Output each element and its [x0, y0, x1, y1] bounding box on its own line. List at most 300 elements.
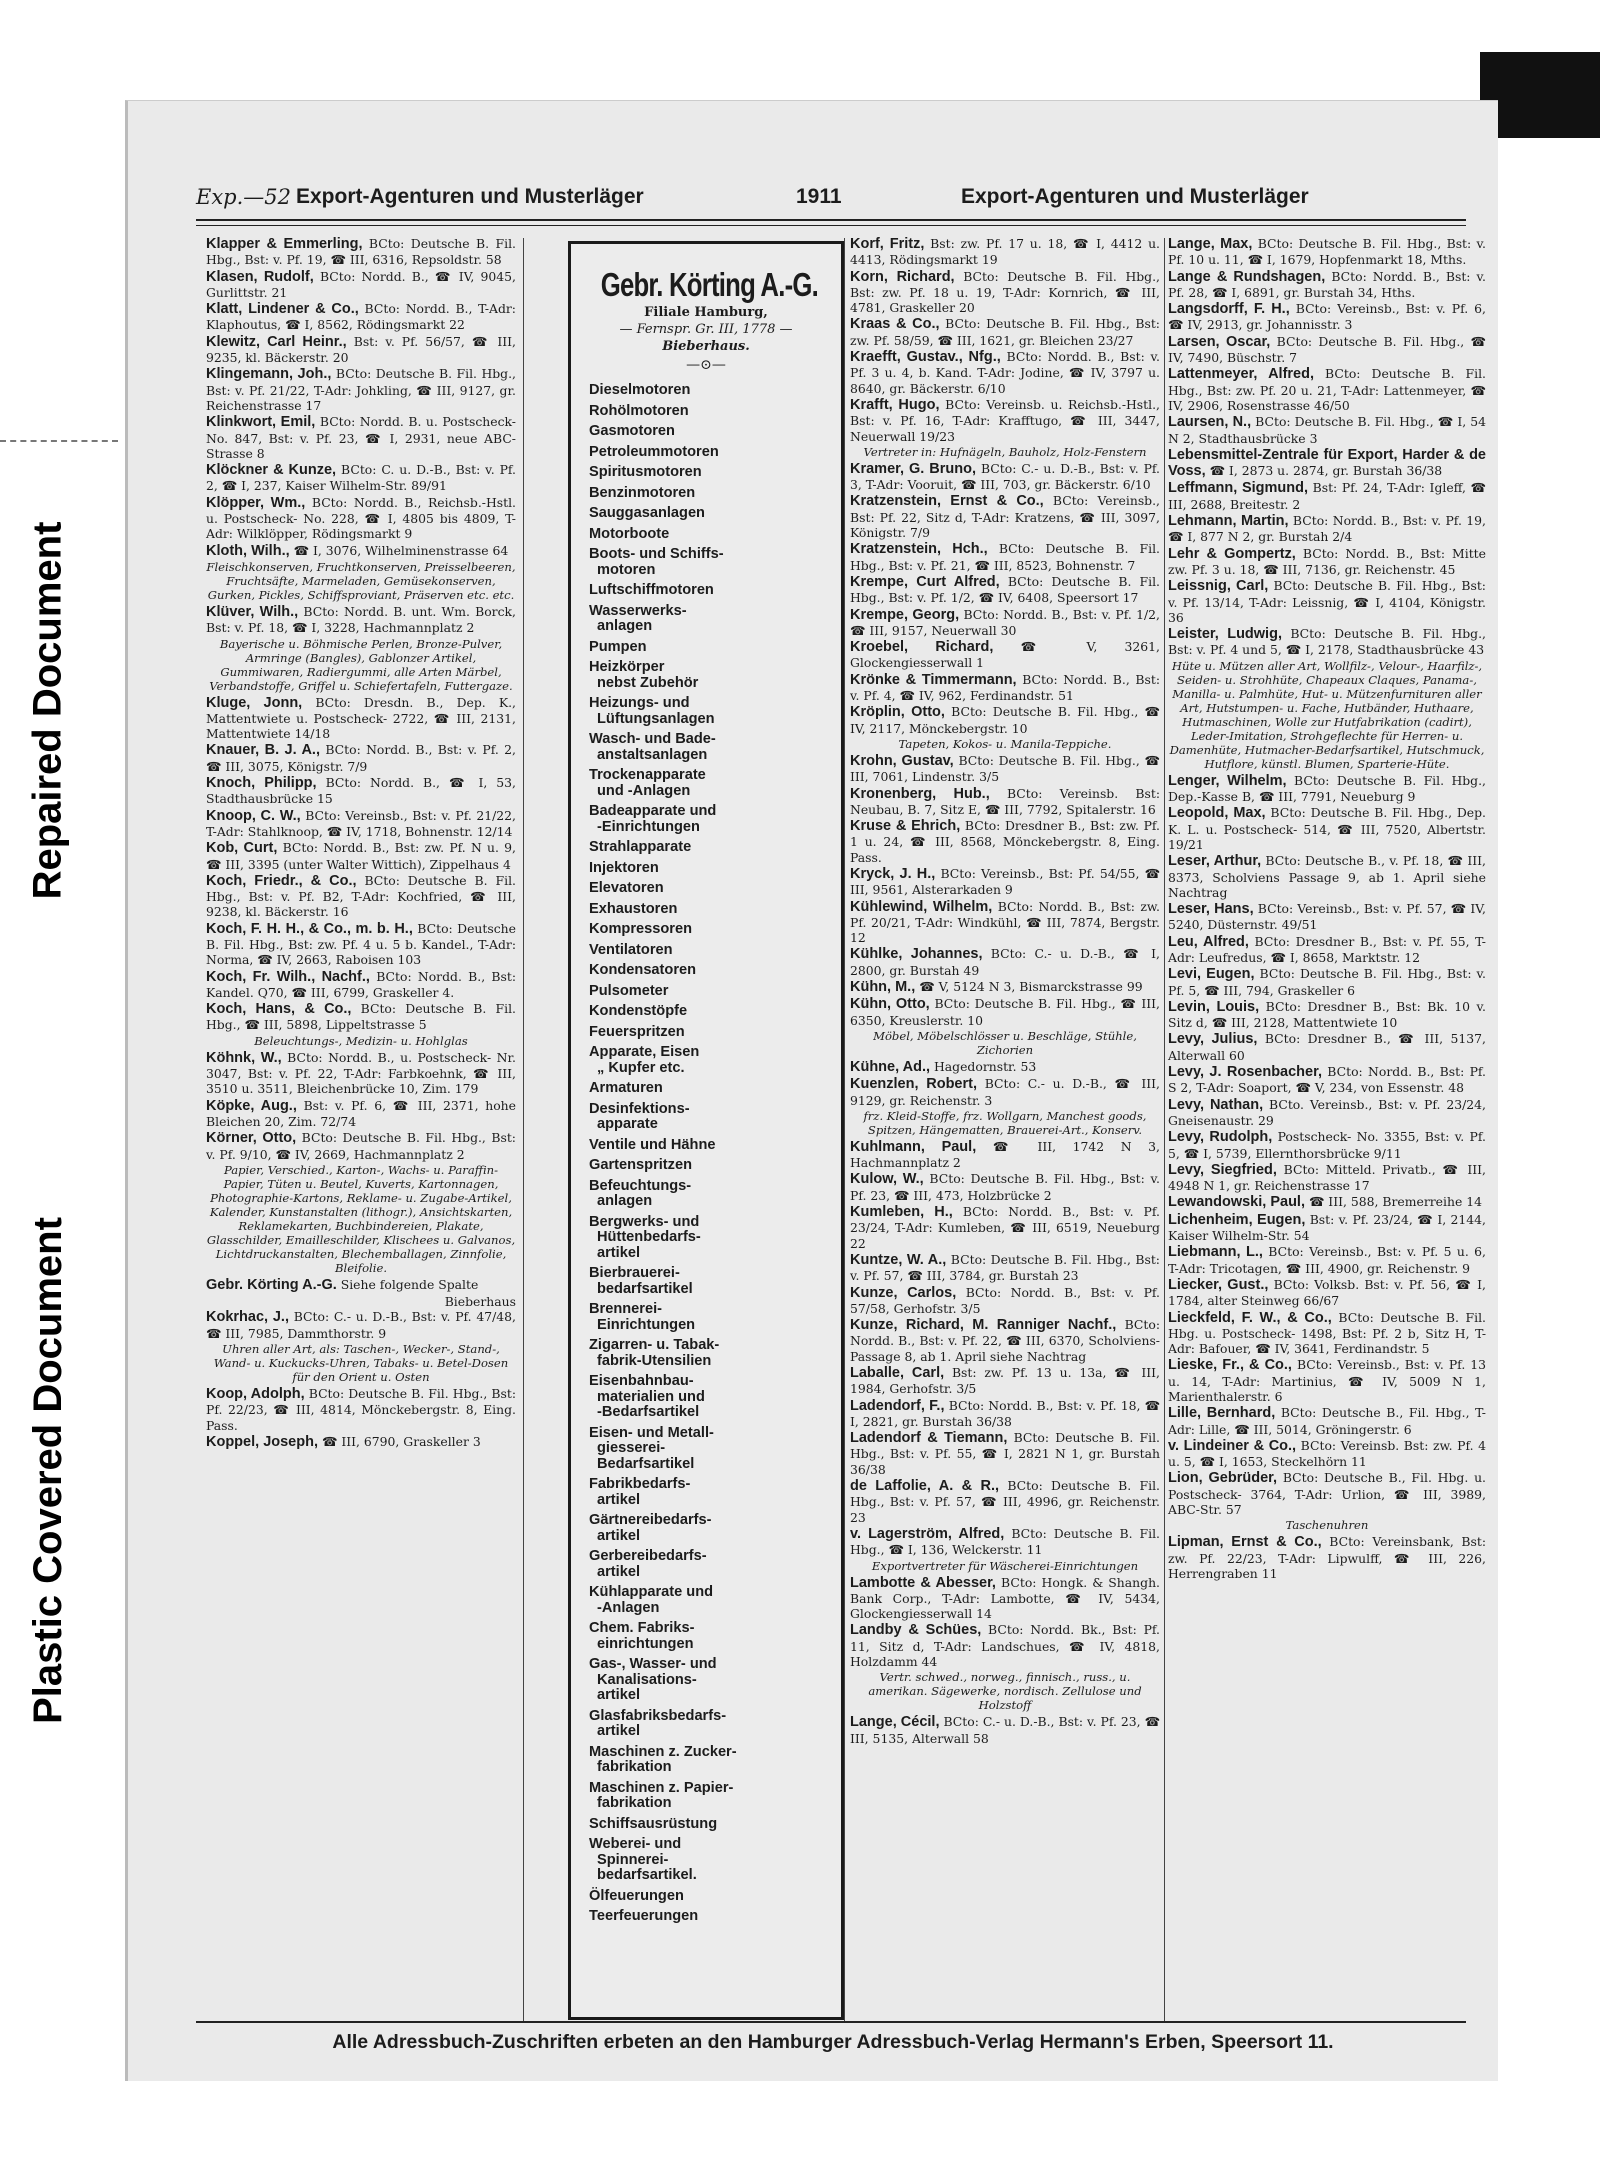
directory-entry — [1168, 1194, 1486, 1210]
ad-product-line: artikel — [597, 1527, 640, 1544]
entry-details: Bst: v. Pf. 6, ☎ III, 2371, hohe Bleichen 20, Zim. 72/74 — [206, 1097, 516, 1129]
ad-product-line: Glasfabriksbedarfs- — [589, 1707, 727, 1724]
ad-product-line: artikel — [597, 1687, 640, 1703]
directory-entry — [1168, 447, 1486, 480]
ad-product-line: artikel — [597, 1491, 640, 1508]
entry-details: BCto: Nordd. B., Bst: zw. Pf. 20/21, T-Adr: Windkühl, ☎ III, 7874, Bergstr. 12 — [850, 898, 1160, 946]
entry-name: Koch, Friedr., & Co., — [206, 872, 357, 889]
entry-name: Kühne, Ad., — [850, 1058, 931, 1075]
entry-details: BCto: C.- u. D.-B., Bst: v. Pf. 23, ☎ III, 5135, Alterwall 58 — [850, 1714, 1160, 1746]
directory-entry — [1168, 1310, 1486, 1357]
directory-entry — [206, 1277, 516, 1293]
entry-details: BCto: Nordd. B., u. Postscheck- Nr. 3047, Bst: v. Pf. 22, T-Adr: Farbkoehnk, ☎ III, 3510 u. 3511, Bleichenbrücke 10, Zim. 179 — [206, 1049, 516, 1097]
entry-details: BCto: Deutsche B. Fil. Hbg., Bst: v. Pf. 21, ☎ III, 8523, Bohnenstr. 7 — [850, 541, 1160, 573]
directory-entry — [850, 1430, 1160, 1477]
entry-name: Ladendorf & Tiemann, — [850, 1430, 1008, 1447]
ad-product-line: Elevatoren — [589, 880, 664, 896]
entry-details: BCto: Vereinsb., Bst: v. Pf. 5 u. 6, T-Adr: Tricotagen, ☎ III, 4900, gr. Reichenstr. 9 — [1168, 1244, 1486, 1276]
entry-name: Lille, Bernhard, — [1168, 1405, 1276, 1422]
directory-entry — [1168, 1470, 1486, 1517]
entry-name: Kratzenstein, Ernst & Co., — [850, 493, 1044, 510]
page-ref: Exp.—52 — [196, 185, 292, 209]
directory-entry — [850, 1526, 1160, 1558]
directory-entry — [206, 334, 516, 366]
directory-entry — [1168, 480, 1486, 512]
directory-entry — [1168, 999, 1486, 1031]
ad-product — [571, 1302, 841, 1333]
ad-product-line: Gärtnereibedarfs- — [589, 1512, 712, 1528]
entry-details: ☎ III, 1742 N 3, Hachmannplatz 2 — [850, 1138, 1160, 1171]
directory-entry — [206, 1050, 516, 1097]
ad-product-line: Kondenstöpfe — [589, 1003, 688, 1019]
entry-name: Kroebel, Richard, — [850, 639, 994, 656]
side-label-repaired: Repaired Document — [25, 521, 70, 899]
directory-entry — [1168, 1031, 1486, 1063]
entry-name: Kumleben, H., — [850, 1204, 953, 1221]
ad-product — [571, 486, 841, 502]
ad-firm-name: Gebr. Körting A.-G. — [600, 266, 819, 303]
ad-product-line: Ventilatoren — [589, 941, 673, 958]
entry-details: BCto: Nordd. B., ☎ I, 53, Stadthausbrücke 15 — [206, 775, 516, 807]
entry-details: BCto: Deutsche B. Fil. Hbg., Bst: zw. Pf. 4 u. 5 b. Kandel., T-Adr: Norma, ☎ IV, 2663, Raboisen 103 — [206, 920, 516, 968]
entry-name: Knoch, Philipp, — [206, 775, 317, 792]
entry-name: Lieske, Fr., & Co., — [1168, 1357, 1292, 1374]
ad-product — [571, 640, 841, 656]
ad-product — [571, 1909, 841, 1925]
ad-product-line: Maschinen z. Papier- — [589, 1779, 734, 1796]
entry-products: Beleuchtungs-, Medizin- u. Hohlglas — [254, 1033, 468, 1048]
ad-product-line: Rohölmotoren — [589, 402, 689, 419]
directory-entry — [206, 742, 516, 774]
entry-name: Koch, Hans, & Co., — [206, 1001, 352, 1018]
ad-product — [571, 1266, 841, 1297]
entry-details: BCto: Nordd. B., Bst: Pf. S 2, T-Adr: Soaport, ☎ V, 234, von Essenstr. 48 — [1168, 1064, 1486, 1096]
ad-product-line: motoren — [597, 561, 656, 578]
directory-entry — [1168, 366, 1486, 413]
entry-details: BCto: Nordd. B., Bst: Kandel. Q70, ☎ III, 6799, Graskeller 4. — [206, 968, 517, 1000]
directory-entry — [850, 1575, 1160, 1622]
directory-entry — [850, 753, 1160, 785]
ad-product-line: Feuerspritzen — [589, 1023, 685, 1040]
entry-name: Levi, Eugen, — [1168, 966, 1255, 983]
entry-details: BCto: Deutsche B. Fil. Hbg., Bst: v. Pf. 9/10, ☎ IV, 2669, Hachmannplatz 2 — [206, 1130, 516, 1162]
ad-product — [571, 963, 841, 979]
ad-product-line: -Anlagen — [597, 1599, 660, 1616]
header-year: 1911 — [796, 185, 842, 208]
entry-details: BCto: Vereinsb. u. Reichsb.-Hstl., Bst: v. Pf. 16, T-Adr: Krafftugo, ☎ III, 3447, Neuerwall 19/23 — [850, 396, 1160, 444]
ad-product — [571, 840, 841, 856]
directory-entry — [1168, 1244, 1486, 1276]
entry-details: BCto: Deutsche B., Fil. Hbg. u. Postscheck- 3764, T-Adr: Urlion, ☎ III, 3989, ABC-Str. 57 — [1168, 1470, 1486, 1518]
entry-name: Kruse & Ehrich, — [850, 818, 961, 835]
entry-name: Lebensmittel-Zentrale für Export, Harder & de Voss, — [1168, 446, 1486, 480]
entry-details: ☎ I, 3076, Wilhelminenstrasse 64 — [293, 542, 509, 558]
entry-name: Klatt, Lindener & Co., — [206, 301, 359, 318]
entry-name: Lattenmeyer, Alfred, — [1168, 366, 1314, 383]
page-footer: Alle Adressbuch-Zuschriften erbeten an den Hamburger Adressbuch-Verlag Hermann's Erben, Speersort 11. — [332, 2031, 1334, 2053]
entry-details: BCto: Nordd. B., Bst: v. Pf. 23/24, T-Adr: Kumleben, ☎ III, 6519, Neueburg 22 — [850, 1204, 1160, 1251]
ad-product-line: Heizungs- und — [589, 695, 690, 711]
directory-entry — [1168, 1534, 1486, 1581]
ad-product — [571, 1426, 841, 1473]
directory-entry — [206, 969, 516, 1001]
ad-product-line: Ventile und Hähne — [589, 1136, 716, 1153]
ad-product — [571, 465, 841, 481]
entry-details: Postscheck- No. 3355, Bst: v. Pf. 5, ☎ I, 5739, Ellernthorsbrücke 9/11 — [1168, 1129, 1486, 1161]
directory-entry — [850, 607, 1160, 639]
ad-product — [571, 604, 841, 635]
entry-details: BCto: C.- u. D.-B., Bst: v. Pf. 3, T-Adr: Vooruit, ☎ III, 703, gr. Bäckerstr. 6/10 — [850, 460, 1160, 493]
entry-name: Kröplin, Otto, — [850, 704, 945, 721]
ad-product-line: bedarfsartikel. — [597, 1867, 697, 1883]
side-label-plastic: Plastic Covered Document — [25, 1216, 70, 1724]
entry-name: Lehmann, Martin, — [1168, 513, 1289, 530]
scan-border-block — [1480, 52, 1600, 138]
directory-entry — [850, 316, 1160, 348]
entry-name: Klapper & Emmerling, — [206, 236, 363, 252]
entry-details: BCto: C.- u. D.-B., ☎ III, 9129, gr. Reichenstr. 3 — [850, 1076, 1160, 1108]
entry-details: BCto: Deutsche B. Fil. Hbg., Bst: v. Pf. 1/2, ☎ IV, 6408, Speersort 17 — [850, 573, 1160, 606]
directory-entry — [1168, 966, 1486, 998]
entry-name: Leister, Ludwig, — [1168, 626, 1282, 643]
ad-product-line: artikel — [597, 1244, 640, 1261]
scanned-page — [125, 100, 1498, 2081]
entry-name: Kunze, Carlos, — [850, 1284, 957, 1301]
entry-details: BCto: Vereinsb., Bst: Pf. 54/55, ☎ III, 9561, Alsterarkaden 9 — [850, 865, 1161, 898]
entry-details: BCto: Deutsche B. Fil. Hbg., Bst: v. Pf. 55, ☎ I, 2821 N 1, gr. Burstah 36/38 — [850, 1430, 1160, 1477]
directory-entry — [206, 1098, 516, 1130]
ad-product-line: Pulsometer — [589, 982, 669, 999]
ad-product-line: Bierbrauerei- — [589, 1265, 680, 1281]
entry-name: Kraas & Co., — [850, 316, 940, 333]
entry-details: BCto. Vereinsb., Bst: v. Pf. 23/24, Gneisenaustr. 29 — [1168, 1096, 1486, 1128]
ad-branch: Filiale Hamburg, — [644, 305, 768, 320]
directory-entry — [206, 1434, 516, 1450]
ad-product — [571, 547, 841, 578]
entry-details: BCto: Nordd. B., Bst: v. Pf. 19, ☎ I, 877 N 2, gr. Burstah 2/4 — [1168, 513, 1486, 545]
ad-product-line: Maschinen z. Zucker- — [589, 1743, 737, 1760]
entry-details: BCto: Deutsche B. Fil. Hbg., Bst: v. Pf. 4 und 5, ☎ I, 2178, Stadthausbrücke 43 — [1168, 626, 1486, 658]
entry-details: BCto: Deutsche B. Fil. Hbg., Bst: v. Pf. B2, T-Adr: Kochfried, ☎ III, 9238, kl. Bäckerstr. 16 — [206, 872, 516, 920]
ad-product — [571, 1374, 841, 1421]
ad-product — [571, 1138, 841, 1154]
entry-name: v. Lagerström, Alfred, — [850, 1525, 1005, 1542]
ad-product — [571, 1338, 841, 1369]
directory-entry — [850, 574, 1160, 606]
entry-details: BCto: Nordd. B., ☎ IV, 9045, Gurlittstr. 21 — [206, 268, 516, 300]
directory-entry — [1168, 1438, 1486, 1470]
directory-entry — [850, 1365, 1160, 1397]
column-divider — [1164, 238, 1165, 2023]
ad-product — [571, 768, 841, 799]
entry-details: BCto: Deutsche B. Fil. Hbg., Dep.-Kasse B, ☎ III, 7791, Neueburg 9 — [1168, 772, 1486, 805]
ad-product-line: Wasserwerks- — [589, 602, 687, 619]
directory-entry — [206, 921, 516, 968]
entry-details: BCto: Vereinsb., Bst: v. Pf. 6, ☎ IV, 2913, gr. Johannisstr. 3 — [1168, 301, 1486, 333]
ad-product-line: Spiritusmotoren — [589, 464, 702, 480]
ad-product — [571, 445, 841, 461]
entry-name: Levy, Julius, — [1168, 1031, 1258, 1048]
ad-product — [571, 1585, 841, 1616]
entry-details: BCto: Mitteld. Privatb., ☎ III, 4948 N 1, gr. Reichenstrasse 17 — [1168, 1161, 1486, 1194]
ad-product — [571, 1179, 841, 1210]
ad-product — [571, 404, 841, 420]
directory-entry — [850, 397, 1160, 444]
ad-product — [571, 732, 841, 763]
entry-name: Kulow, W., — [850, 1171, 924, 1188]
entry-details: BCto: Nordd. B., Reichsb.-Hstl. u. Postscheck- No. 228, ☎ I, 4805 bis 4809, T-Adr: Wilklöpper, Rödingsmarkt 9 — [206, 494, 516, 542]
ad-product-line: Dieselmotoren — [589, 382, 691, 398]
directory-entry — [1168, 513, 1486, 545]
entry-products: Papier, Verschied., Karton-, Wachs- u. Paraffin-Papier, Tüten u. Beutel, Kuverts, Kartonnagen, Photographie-Kartons, Reklame- u. Zugabe-Artikel, Kalender, Kunstanstalten (lithogr.), Ansichtskarten, Reklamekarten, Buchbindereien, Plakate, Glasschilder, Emailleschilder, Klischees u. Galvanos, Lichtdruckanstalten, Blechemballagen, Zinnfolie, Bleifolie. — [206, 1162, 516, 1275]
directory-entry — [850, 1622, 1160, 1669]
entry-details: BCto: Deutsche B., v. Pf. 18, ☎ III, 8373, Scholviens Passage 9, ab 1. April siehe Nachtrag — [1168, 853, 1486, 900]
ad-product-line: Gerbereibedarfs- — [589, 1548, 707, 1564]
entry-products: Hüte u. Mützen aller Art, Wollfilz-, Velour-, Haarfilz-, Seiden- u. Strohhüte, Chapeaux Claques, Panama-, Manilla- u. Palmhüte, Hut- u. Mützenfurnituren aller Art, Hutstumpen- u. Fache, Hutbänder, Huthaare, Hutmaschinen, Wolle zur Hutfabrikation (cadirt), Leder-Imitation, Strohgeflechte für Herren- u. Damenhüte, Hutmacher-Bedarfsartikel, Hutschmuck, Hutflore, künstl. Blumen, Sparterie-Hüte. — [1169, 658, 1485, 771]
directory-entry — [206, 301, 516, 333]
entry-details: ☎ V, 5124 N 3, Bismarckstrasse 99 — [919, 979, 1143, 995]
ad-product-line: Injektoren — [589, 859, 659, 876]
ad-product-line: Kanalisations- — [597, 1671, 697, 1688]
directory-entry — [1168, 853, 1486, 900]
entry-details: BCto: Deutsche B. Fil. Hbg., Bst: v. Pf. 21/22, T-Adr: Johkling, ☎ III, 9127, gr. Reichenstrasse 17 — [206, 366, 516, 413]
footer-rule — [196, 2021, 1466, 2023]
ad-product-line: Bergwerks- und — [589, 1213, 700, 1230]
directory-entry — [206, 695, 516, 742]
entry-details: BCto: Deutsche B. Fil. Hbg., Bst: v. Pf. 57, ☎ III, 4996, gr. Reichenstr. 23 — [850, 1478, 1160, 1525]
ad-product-line: Kompressoren — [589, 921, 692, 937]
ad-product-line: Brennerei- — [589, 1301, 662, 1317]
entry-details: BCto: Hongk. & Shangh. Bank Corp., T-Adr: Lambotte, ☎ IV, 5434, Glockengiesserwall 14 — [850, 1574, 1160, 1622]
entry-name: Levy, J. Rosenbacher, — [1168, 1064, 1322, 1081]
ad-product — [571, 1081, 841, 1097]
ad-product — [571, 1215, 841, 1262]
ad-product — [571, 804, 841, 835]
entry-details: BCto: Deutsche B. Fil. Hbg., ☎ I, 54 N 2, Stadthausbrücke 3 — [1168, 414, 1486, 446]
ad-product-line: -Einrichtungen — [597, 818, 700, 835]
directory-entry — [206, 1309, 516, 1341]
ad-product-line: Eisenbahnbau- — [589, 1373, 694, 1389]
ad-product-line: artikel — [597, 1723, 640, 1739]
entry-details: BCto: Deutsche B. Fil. Hbg., ☎ III, 7061, Lindenstr. 3/5 — [850, 752, 1160, 785]
entry-details: BCto: Nordd. B., Bst: v. Pf. 22, ☎ III, 6370, Scholviens-Passage 8, ab 1. April siehe Nachtrag — [850, 1317, 1160, 1364]
directory-entry — [1168, 773, 1486, 805]
ad-product-line: anlagen — [597, 1193, 653, 1209]
entry-details: BCto: Deutsche B. Fil. Hbg. u. Postscheck- 1498, Bst: Pf. 2 b, Sitz H, T-Adr: Bafouer, ☎ IV, 3641, Ferdinandstr. 5 — [1168, 1309, 1486, 1357]
entry-details: BCto: Nordd. B., Bst: zw. Pf. N u. 9, ☎ III, 3395 (unter Walter Wittich), Zippelhaus 4 — [206, 840, 516, 872]
entry-name: Korn, Richard, — [850, 268, 955, 285]
entry-products: Tapeten, Kokos- u. Manila-Teppiche. — [898, 736, 1112, 751]
entry-details: BCto: Nordd. B., Bst: v. Pf. 3 u. 4, b. Kand. T-Adr: Jodine, ☎ IV, 3797 u. 8640, gr. Bäckerstr. 6/10 — [850, 349, 1160, 396]
ad-product-line: Gas-, Wasser- und — [589, 1656, 717, 1672]
directory-entry — [1168, 1097, 1486, 1129]
entry-products: Vertr. schwed., norweg., finnisch., russ., u. amerikan. Sägewerke, nordisch. Zellulose und Holzstoff — [868, 1670, 1142, 1713]
ad-product-line: Desinfektions- — [589, 1100, 690, 1117]
entry-details: BCto: Deutsche B. Fil. Hbg., ☎ III, 6350, Kreuslerstr. 10 — [850, 996, 1160, 1028]
entry-products: Fleischkonserven, Fruchtkonserven, Preisselbeeren, Fruchtsäfte, Marmeladen, Gemüsekonserven, Gurken, Pickles, Schiffsproviant, Präserven etc. etc. — [206, 559, 516, 602]
directory-entry — [850, 996, 1160, 1028]
directory-entry — [850, 1285, 1160, 1317]
entry-details: BCto: Nordd. B., Bst: v. Pf. 1/2, ☎ III, 9157, Neuerwall 30 — [850, 606, 1160, 638]
ad-product — [571, 1709, 841, 1740]
entry-name: Kühn, Otto, — [850, 996, 930, 1013]
directory-entry — [206, 269, 516, 301]
ad-product-line: Benzinmotoren — [589, 484, 696, 501]
entry-name: Lieckfeld, F. W., & Co., — [1168, 1309, 1332, 1326]
column-1 — [206, 236, 516, 1451]
entry-details: BCto: Deutsche B. Fil. Hbg., Bst: v. Pf. 23, ☎ III, 473, Holzbrücke 2 — [850, 1171, 1160, 1203]
ad-product — [571, 1889, 841, 1905]
entry-details: BCto: Deutsche B. Fil. Hbg., ☎ III, 5898, Lippeltstrasse 5 — [206, 1001, 516, 1033]
entry-name: Levy, Rudolph, — [1168, 1129, 1273, 1146]
ad-product-line: Schiffsausrüstung — [589, 1815, 718, 1832]
entry-details: BCto: Nordd. B. unt. Wm. Borck, Bst: v. Pf. 18, ☎ I, 3228, Hachmannplatz 2 — [206, 603, 516, 636]
ad-product-line: giesserei- — [597, 1440, 666, 1456]
entry-name: Krohn, Gustav, — [850, 752, 954, 769]
ad-product-line: fabrikation — [597, 1795, 672, 1811]
entry-name: Kühlewind, Wilhelm, — [850, 898, 993, 915]
entry-name: Kunze, Richard, M. Ranniger Nachf., — [850, 1317, 1117, 1334]
entry-name: Lewandowski, Paul, — [1168, 1194, 1305, 1211]
header-left-title: Export-Agenturen und Musterläger — [296, 185, 644, 208]
directory-entry — [1168, 805, 1486, 852]
ad-product — [571, 506, 841, 522]
entry-details: Siehe folgende Spalte — [340, 1276, 479, 1292]
entry-details: BCto: Vereinsb., Bst: Pf. 22, Sitz d, T-Adr: Kratzens, ☎ III, 3097, Königstr. 7/9 — [850, 493, 1160, 541]
entry-details: BCto: Deutsche B. Fil. Hbg., Bst: v. Pf. 10 u. 11, ☎ I, 1679, Hopfenmarkt 18, Mths. — [1168, 236, 1486, 268]
ad-product-line: Bedarfsartikel — [597, 1455, 695, 1472]
entry-name: Kraefft, Gustav., Nfg., — [850, 349, 1001, 366]
ad-product-line: Petroleummotoren — [589, 443, 719, 460]
entry-name: Kuntze, W. A., — [850, 1251, 947, 1268]
dashed-edge — [0, 440, 118, 442]
ad-product-line: anlagen — [597, 618, 653, 634]
entry-name: Lipman, Ernst & Co., — [1168, 1534, 1322, 1551]
koerting-advertisement — [568, 241, 844, 2020]
directory-entry — [1168, 1212, 1486, 1244]
entry-details: BCto: Vereinsb., Bst: v. Pf. 57, ☎ IV, 5240, Düsternstr. 49/51 — [1168, 901, 1486, 933]
ad-product — [571, 1513, 841, 1544]
entry-name: Kuenzlen, Robert, — [850, 1076, 977, 1093]
entry-products: Taschenuhren — [1285, 1518, 1369, 1533]
directory-entry — [206, 495, 516, 542]
directory-entry — [1168, 334, 1486, 366]
directory-entry — [850, 1714, 1160, 1746]
entry-name: Leffmann, Sigmund, — [1168, 480, 1309, 497]
entry-details: BCto: Deutsche B. Fil. Hbg., ☎ IV, 7490, Büschstr. 7 — [1168, 333, 1486, 366]
ad-phone: — Fernspr. Gr. III, 1778 — — [619, 322, 793, 337]
entry-name: Köhnk, W., — [206, 1049, 282, 1066]
entry-details: BCto: C.- u. D.-B., Bst: v. Pf. 47/48, ☎ III, 7985, Dammthorstr. 9 — [206, 1309, 516, 1341]
entry-name: Langsdorff, F. H., — [1168, 301, 1290, 318]
entry-details: Bst: Pf. 24, T-Adr: Igleff, ☎ III, 2688, Breitestr. 2 — [1168, 480, 1486, 512]
entry-details: BCto: Vereinsb. Bst: Neubau, B. 7, Sitz E, ☎ III, 7792, Spitalerstr. 16 — [850, 785, 1160, 817]
ad-product — [571, 1045, 841, 1076]
directory-entry — [850, 1317, 1160, 1364]
entry-name: Leissnig, Carl, — [1168, 578, 1269, 595]
header-right-title: Export-Agenturen und Musterläger — [961, 185, 1309, 208]
directory-entry — [850, 1478, 1160, 1525]
entry-details: ☎ I, 2873 u. 2874, gr. Burstah 36/38 — [1209, 463, 1443, 479]
ad-product-line: „ Kupfer etc. — [597, 1059, 685, 1076]
entry-details: Hagedornstr. 53 — [933, 1058, 1037, 1074]
directory-entry — [1168, 1064, 1486, 1096]
ad-product-line: Armaturen — [589, 1080, 663, 1096]
directory-entry — [850, 786, 1160, 818]
directory-entry — [850, 1059, 1160, 1075]
entry-name: Kokrhac, J., — [206, 1309, 289, 1326]
entry-details: BCto: Deutsche B. Fil. Hbg., Bst: v. Pf. 57, ☎ III, 3784, gr. Burstah 23 — [850, 1251, 1160, 1284]
directory-entry — [206, 366, 516, 413]
entry-details: BCto: Nordd. B., Bst: v. Pf. 57/58, Gerhofstr. 3/5 — [850, 1284, 1160, 1316]
entry-name: Gebr. Körting A.-G. — [206, 1276, 337, 1293]
entry-details: BCto: Nordd. B., Bst: Mitte zw. Pf. 3 u. 18, ☎ III, 7136, gr. Reichenstr. 45 — [1168, 545, 1486, 577]
directory-entry — [206, 236, 516, 268]
directory-entry — [1168, 1162, 1486, 1194]
ad-product-line: Boots- und Schiffs- — [589, 546, 724, 562]
ad-product-line: Luftschiffmotoren — [589, 582, 714, 598]
entry-details: BCto: Deutsche B. Fil. Hbg., Bst: v. Pf. 19, ☎ III, 6316, Repsoldstr. 58 — [206, 236, 516, 268]
ad-product-line: Kondensatoren — [589, 962, 697, 978]
entry-name: Leser, Arthur, — [1168, 853, 1262, 870]
entry-name: Kob, Curt, — [206, 840, 278, 857]
directory-entry — [206, 604, 516, 636]
directory-entry — [1168, 269, 1486, 301]
ad-product — [571, 1817, 841, 1833]
entry-name: Krempe, Curt Alfred, — [850, 573, 1000, 590]
ad-product — [571, 902, 841, 918]
ad-product-line: Trockenapparate — [589, 767, 706, 783]
ad-product — [571, 696, 841, 727]
entry-details: ☎ III, 588, Bremerreihe 14 — [1308, 1194, 1483, 1210]
entry-details: BCto: Dresdner B., ☎ III, 5137, Alterwall 60 — [1168, 1031, 1486, 1063]
entry-details: BCto: C. u. D.-B., Bst: v. Pf. 2, ☎ I, 237, Kaiser Wilhelm-Str. 89/91 — [206, 462, 516, 494]
ad-product-line: fabrikation — [597, 1759, 672, 1775]
ad-product-line: Spinnerei- — [597, 1851, 669, 1868]
entry-details: BCto: Deutsche B. Fil. Hbg., Dep. K. L. u. Postscheck- 514, ☎ III, 7520, Albertstr. 19/21 — [1168, 805, 1486, 852]
directory-entry — [1168, 1129, 1486, 1161]
entry-name: Leopold, Max, — [1168, 805, 1266, 822]
entry-name: Kuhlmann, Paul, — [850, 1138, 977, 1155]
entry-name: Knauer, B. J. A., — [206, 742, 320, 759]
directory-entry — [1168, 546, 1486, 578]
directory-entry — [1168, 934, 1486, 966]
ad-product-line: Teerfeuerungen — [589, 1908, 699, 1924]
ad-product-line: Hüttenbedarfs- — [597, 1229, 701, 1245]
ad-product — [571, 1549, 841, 1580]
directory-entry — [850, 236, 1160, 268]
entry-products: Uhren aller Art, als: Taschen-, Wecker-, Stand-, Wand- u. Kuckucks-Uhren, Tabaks- u. Betel-Dosen für den Orient u. Osten — [213, 1342, 509, 1385]
directory-entry — [1168, 578, 1486, 625]
header-rule-thin — [196, 225, 1466, 226]
entry-name: Klöckner & Kunze, — [206, 462, 337, 479]
entry-details: BCto: Dresdner B., Bst: zw. Pf. 1 u. 24, ☎ III, 8568, Mönckebergstr. 8, Eing. Pass. — [850, 818, 1160, 865]
ad-product-line: fabrik-Utensilien — [597, 1352, 712, 1369]
directory-entry — [850, 818, 1160, 865]
entry-details: ☎ V, 3261, Glockengiesserwall 1 — [850, 639, 1160, 671]
page-header — [196, 181, 1466, 215]
ad-product-line: Weberei- und — [589, 1836, 682, 1852]
ad-product — [571, 1004, 841, 1020]
directory-entry — [850, 349, 1160, 396]
directory-entry — [206, 840, 516, 872]
entry-name: Kloth, Wilh., — [206, 542, 290, 559]
ad-product-line: Exhaustoren — [589, 900, 678, 917]
ad-product-line: Heizkörper — [589, 659, 665, 675]
column-divider — [523, 238, 524, 2023]
directory-entry — [206, 414, 516, 461]
directory-entry — [850, 1398, 1160, 1430]
